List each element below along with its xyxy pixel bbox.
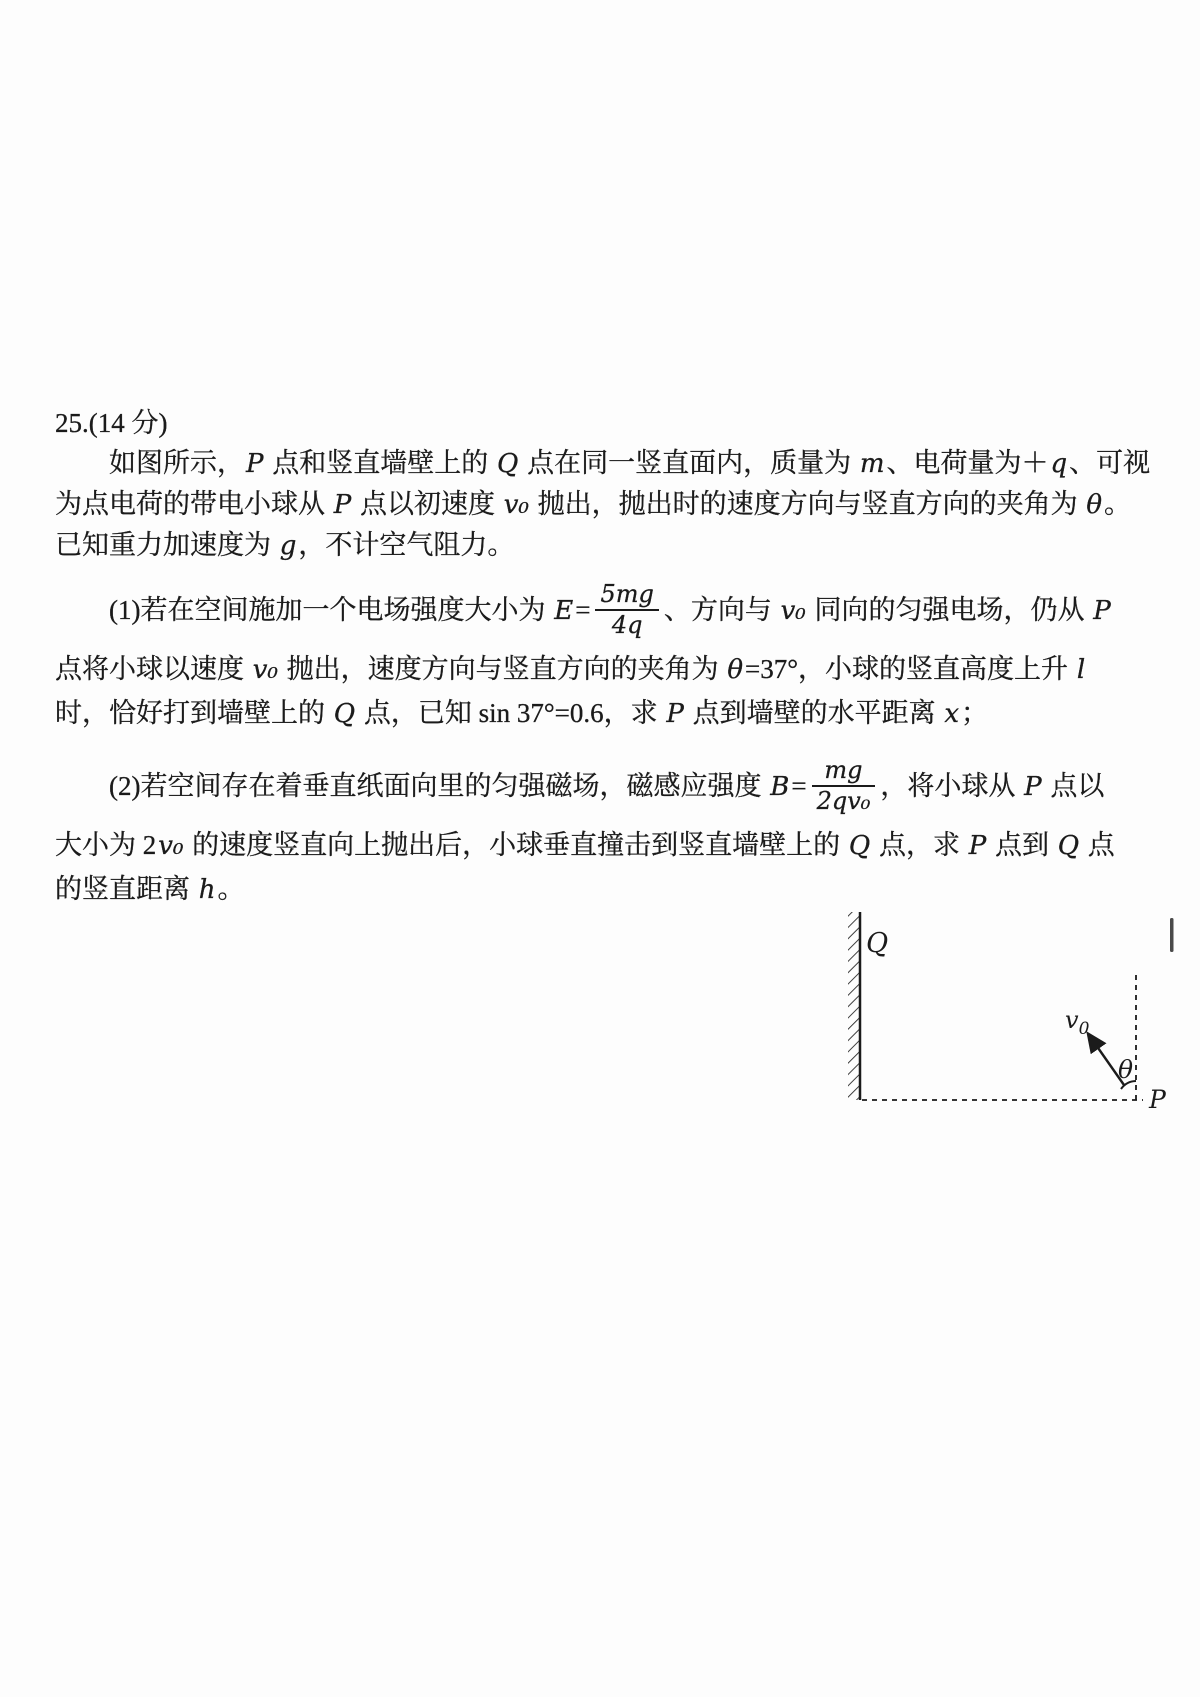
wall-hatch bbox=[848, 912, 860, 1100]
scan-artifact bbox=[1170, 918, 1174, 952]
problem-number: 25.(14 分) bbox=[55, 408, 168, 438]
intro-line-1: 如图所示，P 点和竖直墙壁上的 Q 点在同一竖直面内，质量为 m、电荷量为＋q、可视 bbox=[109, 448, 1151, 479]
part2-line-1: (2)若空间存在着垂直纸面向里的匀强磁场，磁感应强度 B= $\frac{mg}{\text{2qv₀}}$ ，将小球从 P 点以 bbox=[109, 755, 1105, 815]
v0-label: $v_0$ bbox=[1065, 1006, 1090, 1039]
problem-text-block bbox=[55, 403, 1151, 912]
part1-line-1: (1)若在空间施加一个电场强度大小为 E= $\frac{5mg}{4q}$ 、方向与 v₀ 同向的匀强电场，仍从 P bbox=[109, 579, 1111, 639]
theta-label: θ bbox=[1118, 1055, 1134, 1084]
physics-diagram bbox=[775, 898, 1195, 1118]
p-point-label: P bbox=[1149, 1085, 1166, 1114]
intro-line-2: 为点电荷的带电小球从 P 点以初速度 v₀ 抛出，抛出时的速度方向与竖直方向的夹角为 θ。 bbox=[55, 489, 1132, 520]
part2-line-2: 大小为 2v₀ 的速度竖直向上抛出后，小球垂直撞击到竖直墙壁上的 Q 点，求 P 点到 Q 点 bbox=[55, 830, 1115, 861]
part2-line-3: 的竖直距离 h。 bbox=[55, 874, 245, 905]
intro-line-3: 已知重力加速度为 g，不计空气阻力。 bbox=[55, 530, 515, 561]
q-point-label: Q bbox=[866, 928, 889, 959]
part1-line-2: 点将小球以速度 v₀ 抛出，速度方向与竖直方向的夹角为 θ=37°，小球的竖直高度上升 l bbox=[55, 654, 1086, 685]
part1-line-3: 时，恰好打到墙壁上的 Q 点，已知 sin 37°=0.6，求 P 点到墙壁的水平距离 x； bbox=[55, 698, 989, 729]
